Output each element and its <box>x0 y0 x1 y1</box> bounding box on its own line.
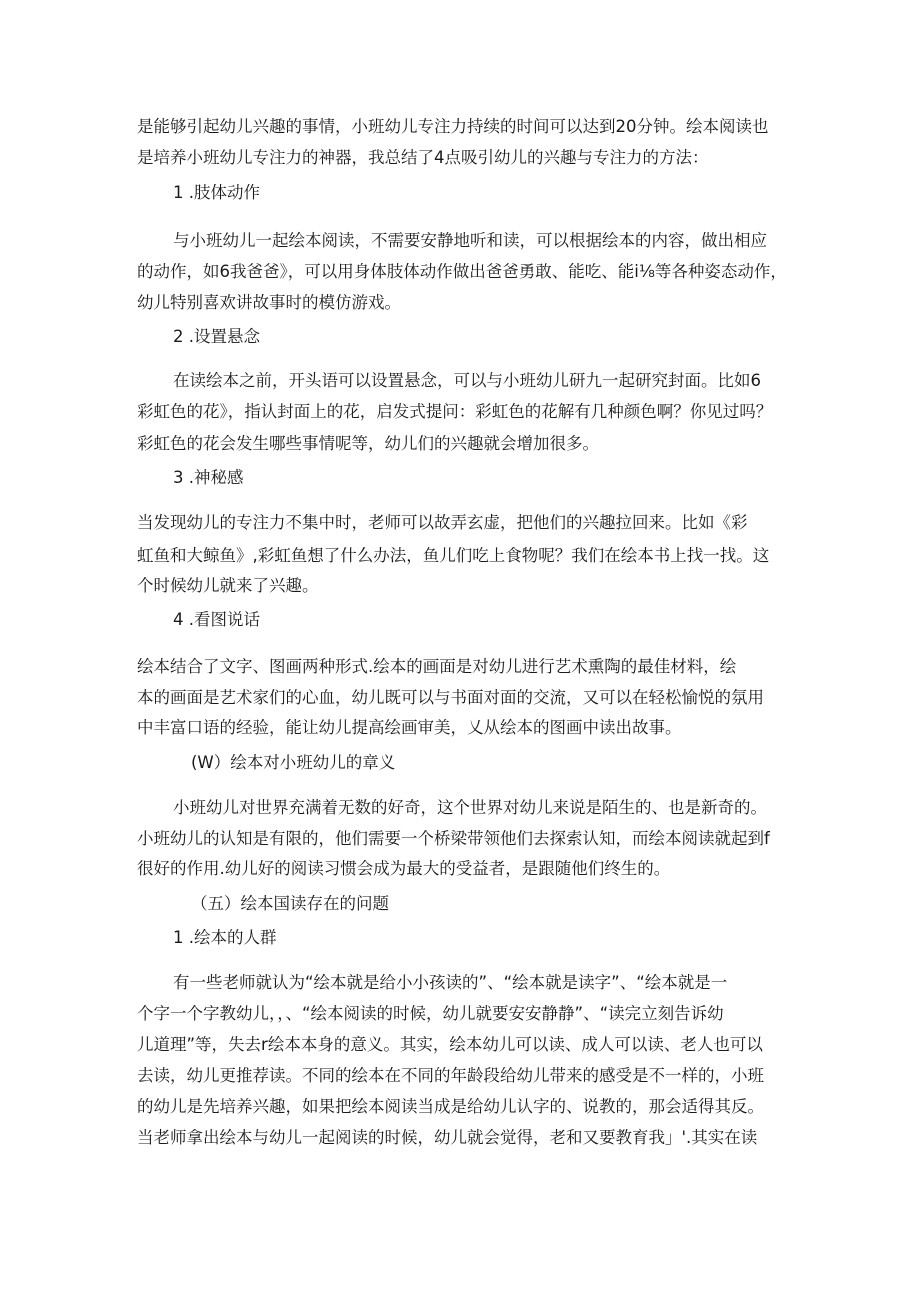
paragraph-line: 绘本结合了文字、图画两种形式.绘本的画面是对幼儿进行艺术熏陶的最佳材料，绘 <box>137 657 737 676</box>
paragraph-line: 彩虹色的花》，指认封面上的花，启发式提问：彩虹色的花解有几种颜色啊？你见过吗？ <box>137 402 773 421</box>
paragraph-line: 本的画面是艺术家们的心血，幼儿既可以与书面对面的交流，又可以在轻松愉悦的氛用 <box>137 688 764 707</box>
section-heading: 1 .绘本的人群 <box>173 928 277 947</box>
paragraph-line: 很好的作用.幼儿好的阅读习惯会成为最大的受益者，是跟随他们终生的。 <box>137 859 671 878</box>
paragraph-line: 彩虹色的花会发生哪些事情呢等，幼儿们的兴趣就会增加很多。 <box>137 434 599 453</box>
section-heading: 2 .设置悬念 <box>173 327 260 346</box>
section-heading: 1 .肢体动作 <box>173 183 260 202</box>
subsection-heading: (W）绘本对小班幼儿的章义 <box>191 753 396 772</box>
paragraph-line: 个时候幼儿就来了兴趣。 <box>137 576 319 595</box>
subsection-heading: （五）绘本国读存在的问题 <box>191 894 389 913</box>
paragraph-line: 小班幼儿的认知是有限的，他们需要一个桥梁带领他们去探索认知，而绘本阅读就起到f <box>137 829 770 848</box>
paragraph-line: 有一些老师就认为“绘本就是给小小孩读的”、“绘本就是读字”、“绘本就是一 <box>173 973 728 992</box>
section-heading: 4 .看图说话 <box>173 610 260 629</box>
paragraph-line: 在读绘本之前，开头语可以设置悬念，可以与小班幼儿研九一起研究封面。比如6 <box>173 371 761 390</box>
paragraph-line: 小班幼儿对世界充满着无数的好奇，这个世界对幼儿来说是陌生的、也是新奇的。 <box>173 798 767 817</box>
paragraph-line: 是能够引起幼儿兴趣的事情，小班幼儿专注力持续的时间可以达到20分钟。绘本阅读也 <box>137 117 769 136</box>
paragraph-line: 个字一个字教幼儿，，、“绘本阅读的时候，幼儿就要安安静静”、“读完立刻告诉幼 <box>137 1004 724 1023</box>
paragraph-line: 去读，幼儿更推荐读。不同的绘本在不同的年龄段给幼儿带来的感受是不一样的，小班 <box>137 1066 764 1085</box>
paragraph-line: 与小班幼儿一起绘本阅读，不需要安静地听和读，可以根据绘本的内容，做出相应 <box>173 231 767 250</box>
paragraph-line: 中丰富口语的经验，能让幼儿提高绘画审美，乂从绘本的图画中读出故事。 <box>137 718 682 737</box>
paragraph-line: 虹鱼和大鲸鱼》,彩虹鱼想了什么办法，鱼儿们吃上食物呢？我们在绘本书上找一找。这 <box>137 546 770 565</box>
paragraph-line: 是培养小班幼儿专注力的神器，我总结了4点吸引幼儿的兴趣与专注力的方法： <box>137 148 709 167</box>
paragraph-line: 的幼儿是先培养兴趣，如果把绘本阅读当成是给幼儿认字的、说教的，那会适得其反。 <box>137 1097 764 1116</box>
paragraph-line: 儿道理”等，失去r绘本本身的意义。其实，绘本幼儿可以读、成人可以读、老人也可以 <box>137 1035 763 1054</box>
paragraph-line: 当老师拿出绘本与幼儿一起阅读的时候，幼儿就会觉得，老和又要教育我」'.其实在读 <box>137 1128 758 1147</box>
paragraph-line: 幼儿特别喜欢讲故事时的模仿游戏。 <box>137 293 401 312</box>
section-heading: 3 .神秘感 <box>173 468 244 487</box>
paragraph-line: 的动作，如6我爸爸》，可以用身体肢体动作做出爸爸勇敢、能吃、能i⅛等各种姿态动作， <box>137 262 787 281</box>
paragraph-line: 当发现幼儿的专注力不集中时，老师可以故弄玄虚，把他们的兴趣拉回来。比如《彩 <box>137 513 748 532</box>
